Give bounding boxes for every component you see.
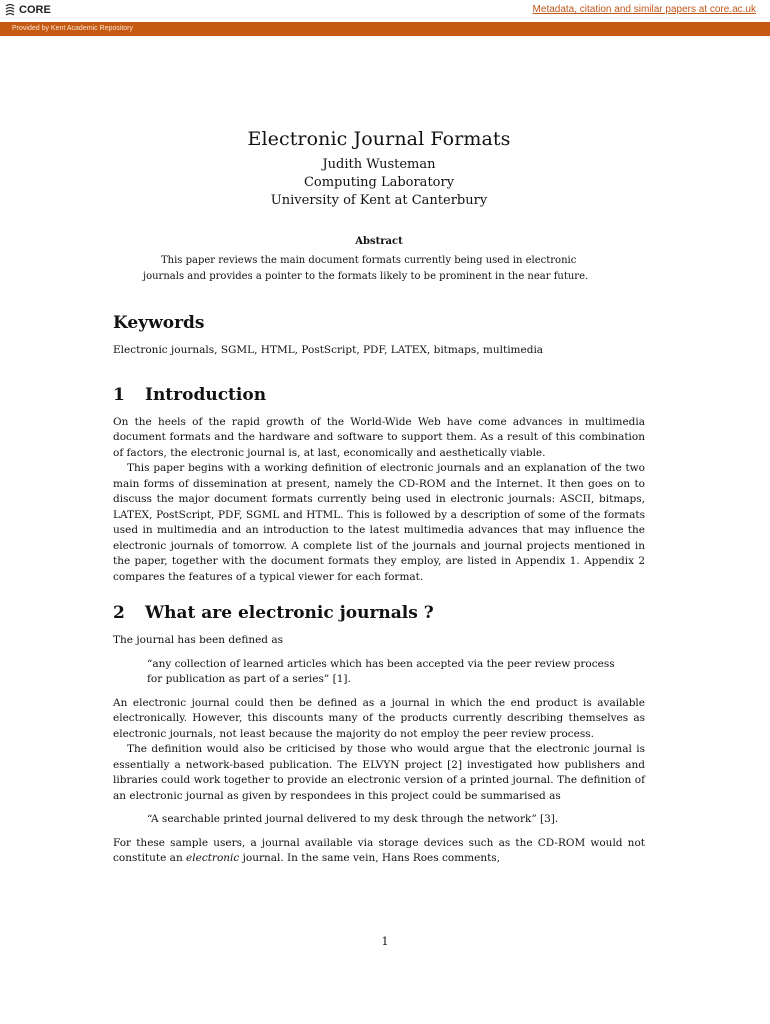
author-name: Judith Wusteman (322, 157, 436, 172)
author-affiliation: Computing Laboratory (303, 175, 455, 190)
section-title: What are electronic journals ? (145, 603, 434, 623)
section-2-paragraph-1: An electronic journal could then be defined as a journal in which the end product is available electronically. However, this discounts many of the products currently describing themselves as electronic journals, not least because the majority do not employ the peer review process. (113, 696, 645, 740)
section-2-heading (113, 603, 645, 623)
paragraph-text-end: journal. In the same vein, Hans Roes comments, (239, 852, 501, 864)
intro-paragraph-1: On the heels of the rapid growth of the World-Wide Web have come advances in multimedia document formats and the hardware and software to support them. As a result of this combination of factors, the electronic journal is, at last, economically and aesthetically viable. (113, 415, 645, 459)
section-2-intro: The journal has been defined as (113, 634, 284, 646)
author-block (113, 156, 645, 210)
paragraph-text-start: For these sample users, a journal available via storage devices such as the CD-ROM would not constitute an (113, 836, 645, 864)
section-1-heading (113, 385, 645, 405)
section-number: 2 (113, 603, 125, 623)
core-logo-icon (4, 3, 16, 17)
paper-page (113, 120, 645, 867)
core-logo-text: CORE (19, 4, 51, 16)
definition-quote: “any collection of learned articles which has been accepted via the peer review process for publication as part of a series” [1]. (147, 657, 615, 685)
core-logo[interactable] (4, 3, 51, 17)
elvyn-quote: “A searchable printed journal delivered to my desk through the network” [3]. (147, 813, 559, 825)
section-number: 1 (113, 384, 125, 405)
intro-paragraph-2: This paper begins with a working definition of electronic journals and an explanation of the two main forms of dissemination at present, namely the CD-ROM and the Internet. It then goes on to discuss the major document formats currently being used in electronic journals: ASCII, bitmaps, LATEX, PostScript, PDF, SGML and HTML. This is followed by a description of some of the formats used in multimedia and an introduction to the latest multimedia advances that may influence the electronic journals of tomorrow. A complete list of the journals and journal projects mentioned in the paper, together with the document formats they employ, are listed in Appendix 1. Appendix 2 compares the features of a typical viewer for each format. (113, 462, 645, 583)
provided-by-text[interactable]: Provided by Kent Academic Repository (12, 25, 134, 32)
section-2-paragraph-2: The definition would also be criticised by those who would argue that the electronic journal is essentially a network-based publication. The ELVYN project [2] investigated how publishers and libraries could work together to provide an electronic version of a printed journal. The definition of an electronic journal as given by respondees in this project could be summarised as (113, 743, 645, 802)
section-2-paragraph-3 (113, 836, 645, 867)
keywords-text: Electronic journals, SGML, HTML, PostScript, PDF, LATEX, bitmaps, multimedia (113, 344, 544, 356)
core-top-bar (0, 0, 770, 22)
page-number: 1 (381, 935, 389, 948)
abstract-heading: Abstract (355, 236, 403, 247)
paper-title: Electronic Journal Formats (247, 128, 511, 150)
core-metadata-link[interactable]: Metadata, citation and similar papers at core.ac.uk (532, 4, 756, 15)
repository-banner (0, 22, 770, 36)
keywords-heading: Keywords (113, 313, 205, 333)
emphasized-word: electronic (186, 852, 240, 864)
abstract-text: This paper reviews the main document formats currently being used in electronic journals and provides a pointer to the formats likely to be prominent in the near future. (143, 255, 589, 282)
author-institution: University of Kent at Canterbury (270, 193, 488, 208)
section-title: Introduction (145, 384, 267, 405)
